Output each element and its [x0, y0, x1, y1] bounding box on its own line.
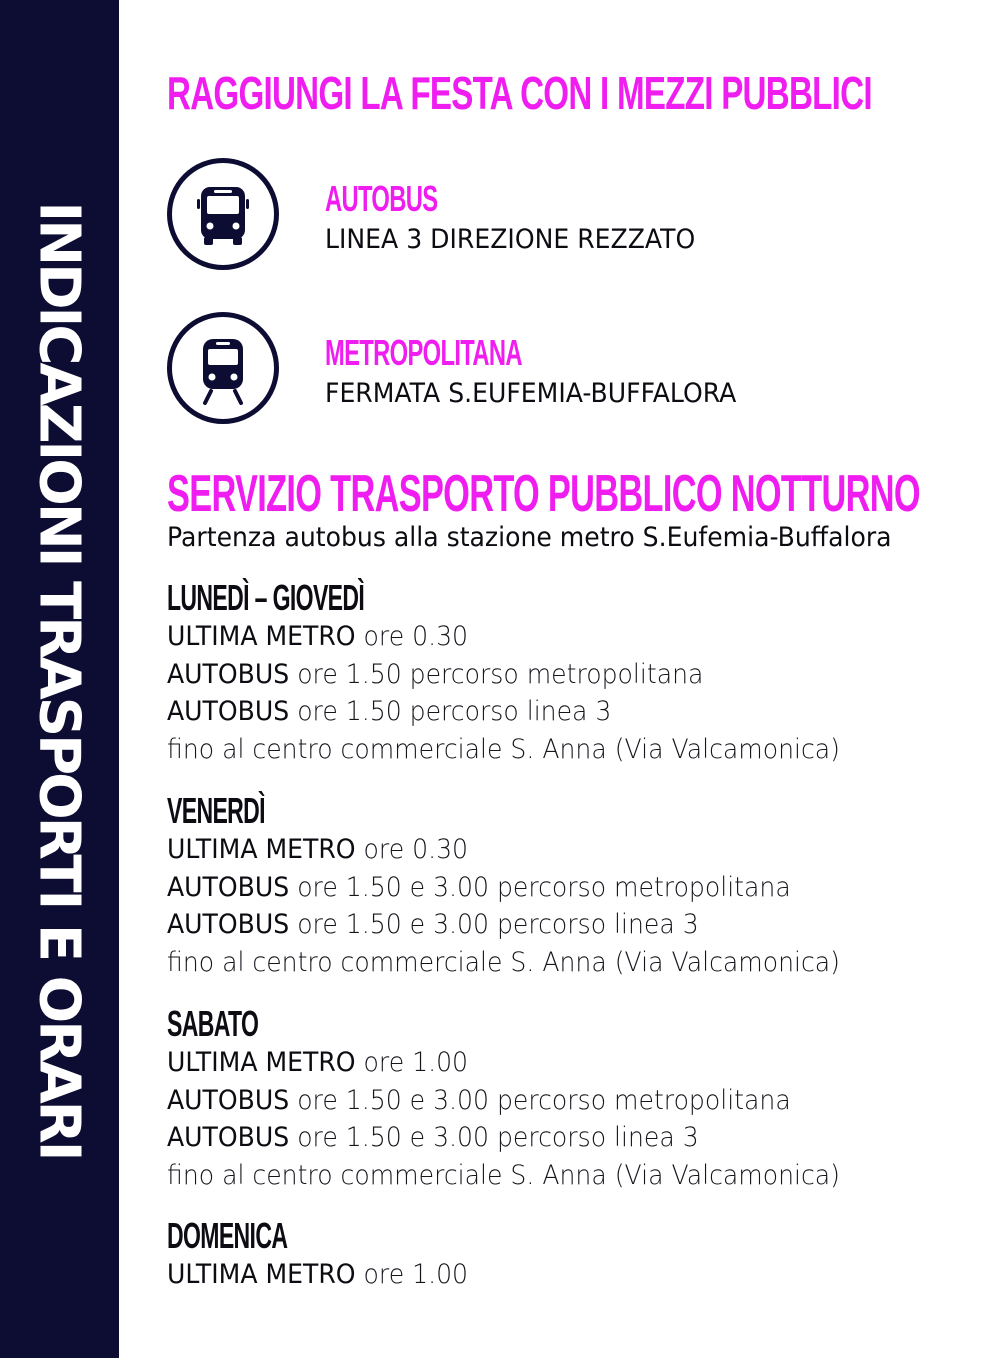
bus-icon [167, 158, 279, 270]
schedule-line: AUTOBUS ore 1.50 e 3.00 percorso linea 3 [167, 909, 699, 940]
day-block-mon-thu [167, 578, 891, 768]
schedule-line: ULTIMA METRO ore 1.00 [167, 1047, 469, 1078]
sidebar-title: INDICAZIONI TRASPORTI E ORARI [26, 201, 92, 1159]
schedule-line: fino al centro commerciale S. Anna (Via Valcamonica) [167, 1159, 840, 1191]
schedule-line: fino al centro commerciale S. Anna (Via Valcamonica) [167, 733, 840, 765]
transport-desc-metro: FERMATA S.EUFEMIA-BUFFALORA [325, 378, 737, 409]
schedule-line: ULTIMA METRO ore 1.00 [167, 1259, 469, 1290]
schedule-line: AUTOBUS ore 1.50 percorso linea 3 [167, 696, 612, 727]
day-block-friday [167, 791, 891, 981]
night-service-intro: Partenza autobus alla stazione metro S.Eufemia-Buffalora [167, 522, 892, 553]
schedule-line: AUTOBUS ore 1.50 e 3.00 percorso metropolitana [167, 871, 791, 903]
schedule-line: ULTIMA METRO ore 0.30 [167, 834, 469, 865]
train-icon [167, 312, 279, 424]
section-title-night-service: SERVIZIO TRASPORTO PUBBLICO NOTTURNO [167, 465, 920, 523]
schedule-line: ULTIMA METRO ore 0.30 [167, 621, 469, 652]
day-block-saturday [167, 1004, 891, 1194]
schedule-line: AUTOBUS ore 1.50 percorso metropolitana [167, 658, 704, 690]
transport-desc-bus: LINEA 3 DIREZIONE REZZATO [325, 224, 696, 255]
section-title-public-transport: RAGGIUNGI LA FESTA CON I MEZZI PUBBLICI [167, 67, 872, 119]
transport-name-metro: METROPOLITANA [325, 332, 522, 373]
schedule-line: AUTOBUS ore 1.50 e 3.00 percorso metropolitana [167, 1084, 791, 1116]
schedule-line: AUTOBUS ore 1.50 e 3.00 percorso linea 3 [167, 1122, 699, 1153]
sidebar [0, 0, 119, 1358]
day-title: VENERDÌ [167, 790, 265, 831]
transport-name-bus: AUTOBUS [325, 178, 438, 219]
schedule-line: fino al centro commerciale S. Anna (Via Valcamonica) [167, 946, 840, 978]
day-title: SABATO [167, 1003, 259, 1044]
day-block-sunday [167, 1216, 491, 1294]
day-title: LUNEDÌ – GIOVEDÌ [167, 577, 365, 618]
day-title: DOMENICA [167, 1215, 288, 1256]
